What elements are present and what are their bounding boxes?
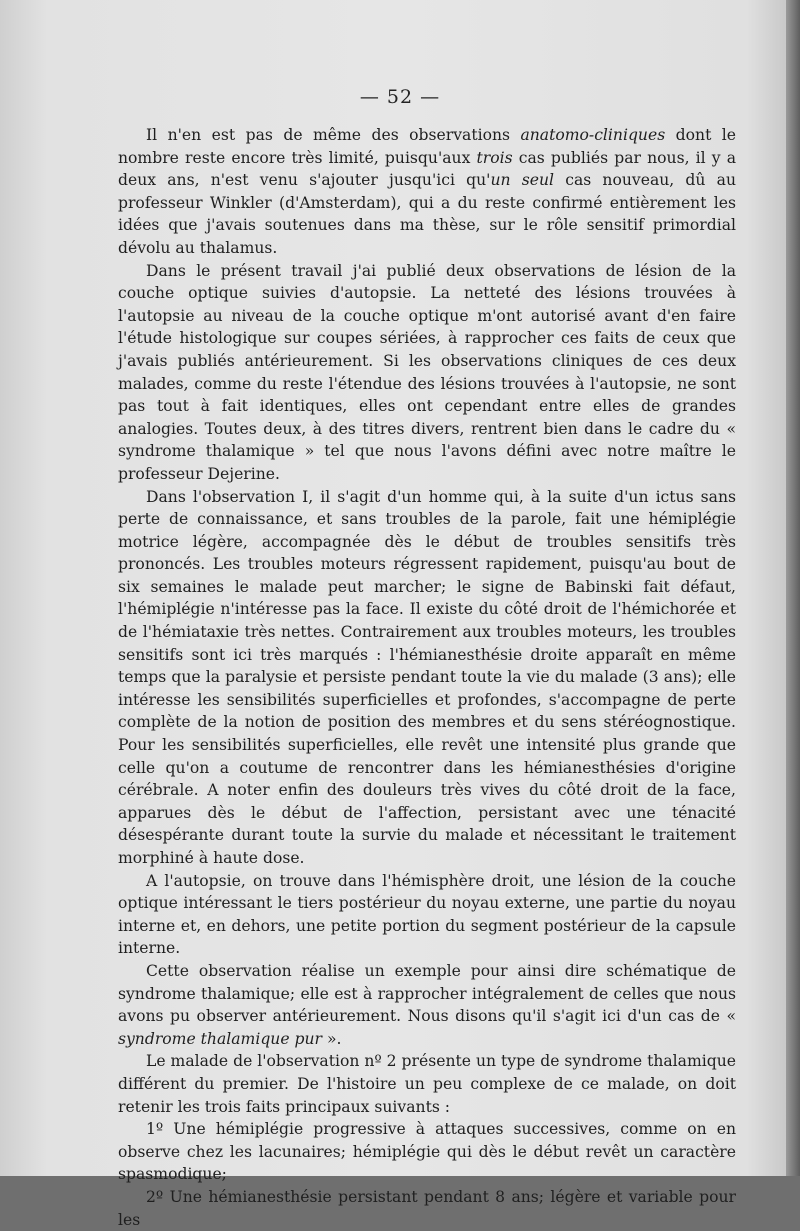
paragraph-2: Dans le présent travail j'ai publié deux observations de lésion de la couche optique suivies d'autopsie. La netteté des lésions trouvées à l'autopsie au niveau de la couche optique m'ont autorisé avant d'en faire l'étude histologique sur coupes sériées, à rapprocher ces faits de ceux que j'avais publiés antérieurement. Si les observations cliniques de ces deux malades, comme du reste l'étendue des lésions trouvées à l'autopsie, ne sont pas tout à fait identiques, elles ont cependant entre elles de grandes analogies. Toutes deux, à des titres divers, rentrent bien dans le cadre du « syndrome thalamique » tel que nous l'avons défini avec notre maître le professeur Dejerine. — [118, 261, 736, 483]
page-edge — [786, 0, 800, 1176]
paragraph-7: 1º Une hémiplégie progressive à attaques successives, comme on en observe chez les lacunaires; hémiplégie qui dès le début revêt un caractère spasmodique; — [118, 1120, 736, 1184]
paragraph-6: Le malade de l'observation nº 2 présente un type de syndrome thalamique différent du premier. De l'histoire un peu complexe de ce malade, on doit retenir les trois faits principaux suivants : — [118, 1052, 736, 1116]
body-text — [118, 124, 736, 1231]
paragraph-5: Cette observation réalise un exemple pour ainsi dire schématique de syndrome thalamique; elle est à rapprocher intégralement de celles que nous avons pu observer antérieurement. Nous disons qu'il s'agit ici d'un cas de « syndrome thalamique pur ». — [118, 961, 736, 1048]
paragraph-3: Dans l'observation I, il s'agit d'un homme qui, à la suite d'un ictus sans perte de connaissance, et sans troubles de la parole, fait une hémiplégie motrice légère, accompagnée dès le début de troubles sensitifs très prononcés. Les troubles moteurs régressent rapidement, puisqu'au bout de six semaines le malade peut marcher; le signe de Babinski fait défaut, l'hémiplégie n'intéresse pas la face. Il existe du côté droit de l'hémichorée et de l'hémiataxie très nettes. Contrairement aux troubles moteurs, les troubles sensitifs sont ici très marqués : l'hémianesthésie droite apparaît en même temps que la paralysie et persiste pendant toute la vie du malade (3 ans); elle intéresse les sensibilités superficielles et profondes, s'accompagne de perte complète de la notion de position des membres et du sens stéréognostique. Pour les sensibilités superficielles, elle revêt une intensité plus grande que celle qu'on a coutume de rencontrer dans les hémianesthésies d'origine cérébrale. A noter enfin des douleurs très vives du côté droit de la face, apparues dès le début de l'affection, persistant avec une ténacité désespérante durant toute la survie du malade et nécessitant le traitement morphiné à haute dose. — [118, 487, 736, 867]
paragraph-4: A l'autopsie, on trouve dans l'hémisphère droit, une lésion de la couche optique intéressant le tiers postérieur du noyau externe, une partie du noyau interne et, en dehors, une petite portion du segment postérieur de la capsule interne. — [118, 871, 736, 958]
paragraph-8: 2º Une hémianesthésie persistant pendant 8 ans; légère et variable pour les — [118, 1187, 736, 1229]
page-number: — 52 — — [359, 86, 441, 108]
paragraph-1: Il n'en est pas de même des observations anatomo-cliniques dont le nombre reste encore très limité, puisqu'aux trois cas publiés par nous, il y a deux ans, n'est venu s'ajouter jusqu'ici qu'un seul cas nouveau, dû au professeur Winkler (d'Amsterdam), qui a du reste confirmé entièrement les idées que j'avais soutenues dans ma thèse, sur le rôle sensitif primordial dévolu au thalamus. — [118, 126, 737, 257]
